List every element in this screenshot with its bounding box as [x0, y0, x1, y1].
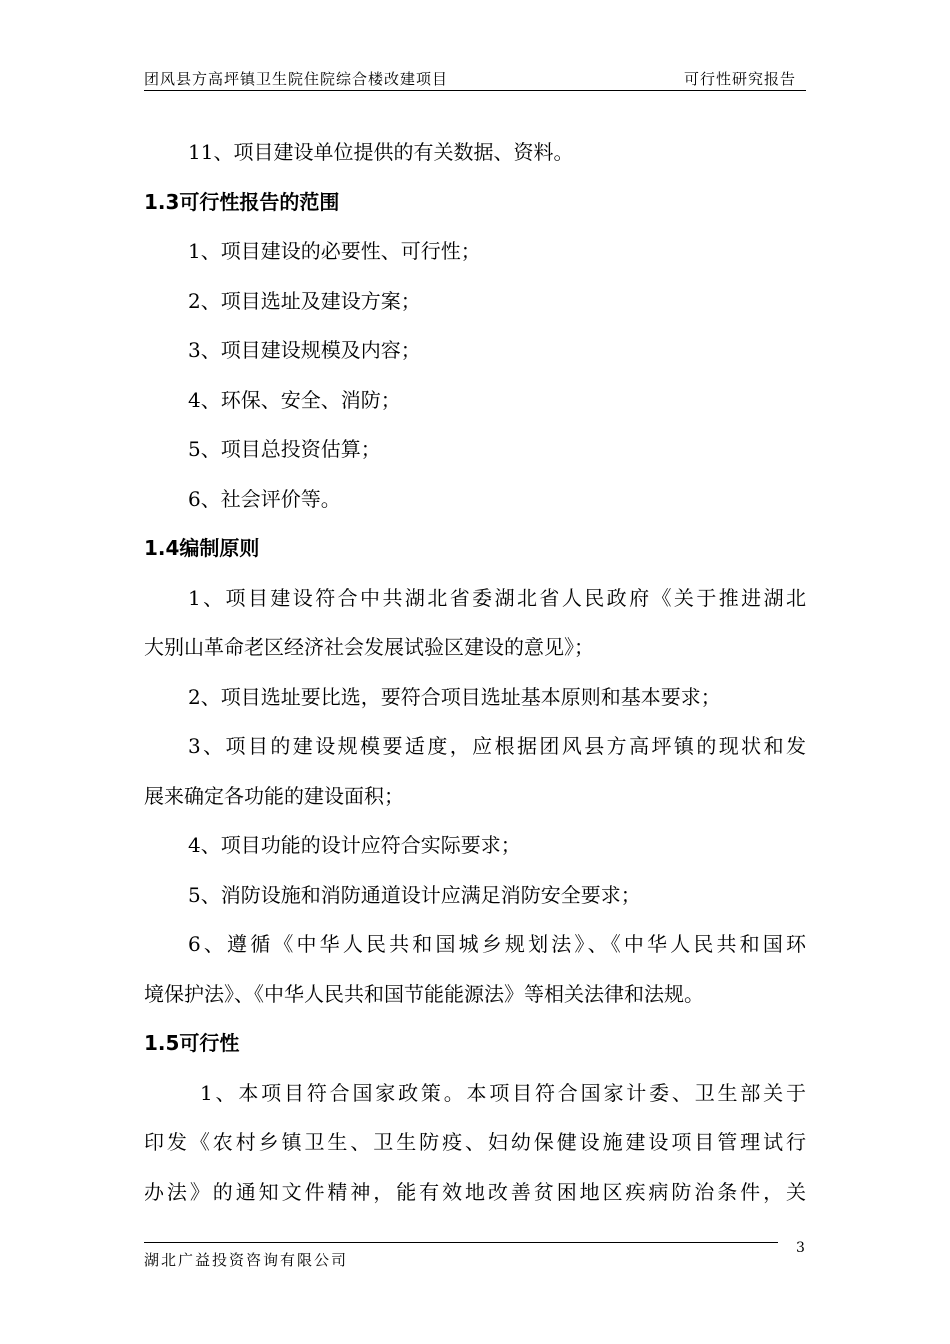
section-heading: 1.4编制原则 — [144, 536, 260, 560]
page-footer — [144, 1242, 778, 1269]
paragraph-line: 展来确定各功能的建设面积； — [144, 783, 404, 808]
paragraph-line: 6、遵循《中华人民共和国城乡规划法》、《中华人民共和国环 — [188, 932, 806, 956]
list-item: 11、项目建设单位提供的有关数据、资料。 — [188, 140, 574, 164]
footer-company: 湖北广益投资咨询有限公司 — [144, 1251, 349, 1269]
page-header — [144, 62, 806, 91]
paragraph-line: 4、项目功能的设计应符合实际要求； — [188, 833, 521, 857]
list-item: 1、项目建设的必要性、可行性； — [188, 239, 481, 263]
paragraph-line: 印发《农村乡镇卫生、卫生防疫、妇幼保健设施建设项目管理试行 — [144, 1130, 806, 1154]
paragraph-line: 3、项目的建设规模要适度，应根据团风县方高坪镇的现状和发 — [188, 734, 806, 758]
paragraph-line: 5、消防设施和消防通道设计应满足消防安全要求； — [188, 882, 641, 907]
list-item: 4、环保、安全、消防； — [188, 387, 401, 412]
page-number: 3 — [796, 1240, 805, 1256]
list-item: 6、社会评价等。 — [188, 486, 341, 511]
section-heading: 1.3可行性报告的范围 — [144, 189, 340, 214]
paragraph-line: 2、项目选址要比选，要符合项目选址基本原则和基本要求； — [188, 684, 721, 709]
paragraph-line: 大别山革命老区经济社会发展试验区建设的意见》； — [144, 635, 594, 659]
header-project-title: 团风县方高坪镇卫生院住院综合楼改建项目 — [144, 70, 449, 88]
list-item: 2、项目选址及建设方案； — [188, 288, 421, 313]
paragraph-line: 境保护法》、《中华人民共和国节能能源法》等相关法律和法规。 — [144, 981, 704, 1006]
paragraph-line: 1、项目建设符合中共湖北省委湖北省人民政府《关于推进湖北 — [188, 585, 806, 610]
list-item: 3、项目建设规模及内容； — [188, 338, 421, 362]
section-heading: 1.5可行性 — [144, 1031, 240, 1055]
header-report-title: 可行性研究报告 — [683, 70, 796, 88]
paragraph-line: 1、本项目符合国家政策。本项目符合国家计委、卫生部关于 — [200, 1080, 806, 1105]
paragraph-line: 办法》的通知文件精神，能有效地改善贫困地区疾病防治条件，关 — [144, 1179, 806, 1204]
list-item: 5、项目总投资估算； — [188, 437, 381, 461]
document-body — [144, 128, 806, 1217]
